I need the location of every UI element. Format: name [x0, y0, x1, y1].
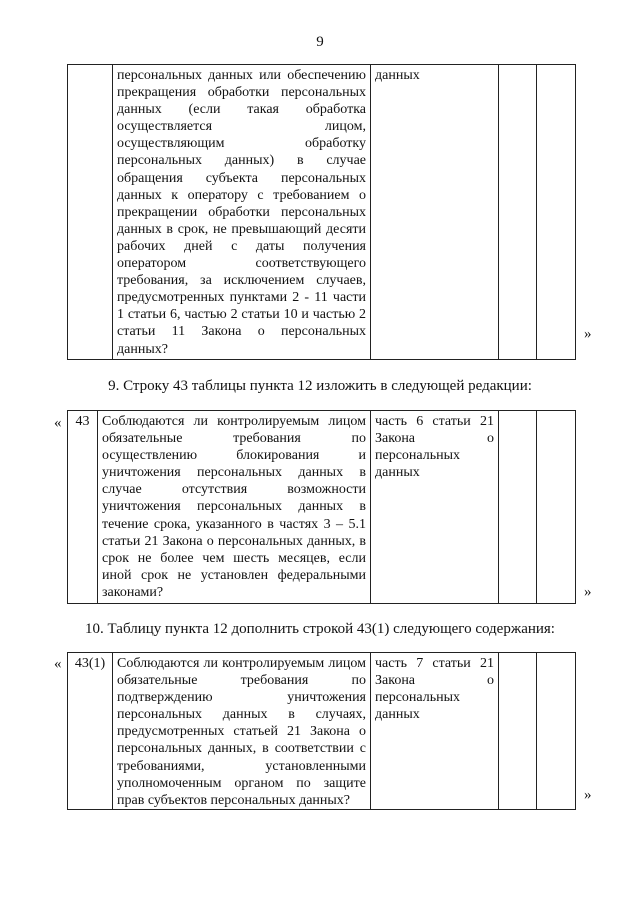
row-number-cell: 43 — [68, 411, 98, 604]
close-quote: » — [584, 787, 592, 803]
reference-cell: часть 7 статьи 21 Закона о персональных данных — [371, 653, 499, 810]
page-number: 9 — [316, 34, 324, 50]
close-quote: » — [584, 584, 592, 600]
empty-cell — [499, 653, 537, 810]
empty-cell — [537, 65, 576, 360]
table-row-43 — [67, 410, 576, 604]
table-continuation — [67, 64, 576, 360]
table-row — [68, 653, 576, 810]
requirement-cell: Соблюдаются ли контролируемым лицом обязательные требования по подтверждению уничтожения персональных данных в случаях, предусмотренных статьей 21 Закона о персональных данных, в соответствии с требованиями, установленными уполномоченным органом по защите прав субъектов персональных данных? — [113, 653, 371, 810]
table-row — [68, 411, 576, 604]
row-number-cell: 43(1) — [68, 653, 113, 810]
open-quote: « — [54, 656, 62, 672]
empty-cell — [537, 653, 576, 810]
table-row — [68, 65, 576, 360]
empty-cell — [537, 411, 576, 604]
empty-cell — [499, 411, 537, 604]
close-quote: » — [584, 326, 592, 342]
empty-cell — [499, 65, 537, 360]
reference-cell: часть 6 статьи 21 Закона о персональных данных — [371, 411, 499, 604]
requirement-cell: Соблюдаются ли контролируемым лицом обязательные требования по осуществлению блокирования и уничтожения персональных данных в случае отсутствия возможности уничтожения персональных данных в течение срока, указанного в частях 3 – 5.1 статьи 21 Закона о персональных данных, в срок не более чем шесть месяцев, если иной срок не установлен федеральными законами? — [98, 411, 371, 604]
reference-cell: данных — [371, 65, 499, 360]
requirement-cell: персональных данных или обеспечению прекращения обработки персональных данных (если такая обработка осуществляется лицом, осуществляющим обработку персональных данных) в случае обращения субъекта персональных данных к оператору с требованием о прекращении обработки персональных данных в срок, не превышающий десяти рабочих дней с даты получения оператором соответствующего требования, за исключением случаев, предусмотренных пунктами 2 - 11 части 1 статьи 6, частью 2 статьи 10 и частью 2 статьи 11 Закона о персональных данных? — [113, 65, 371, 360]
item-9-instruction: 9. Строку 43 таблицы пункта 12 изложить в следующей редакции: — [108, 378, 532, 394]
open-quote: « — [54, 415, 62, 431]
item-10-instruction: 10. Таблицу пункта 12 дополнить строкой 43(1) следующего содержания: — [85, 621, 555, 637]
table-row-43-1 — [67, 652, 576, 810]
row-number-cell — [68, 65, 113, 360]
